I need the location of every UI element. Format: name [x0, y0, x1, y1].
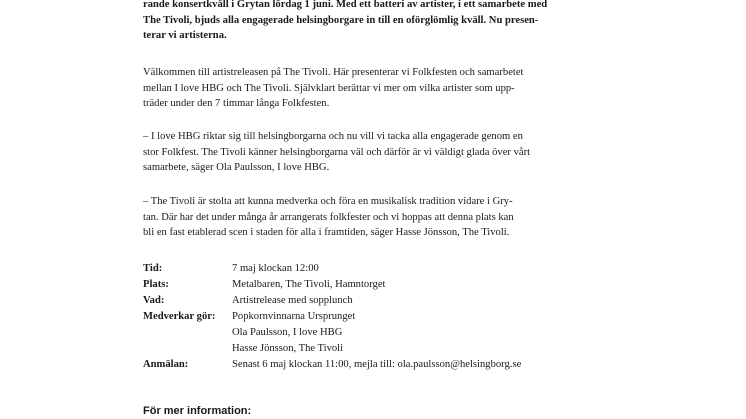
lead-paragraph [143, 0, 613, 44]
detail-row-place [143, 277, 521, 293]
detail-row-what [143, 293, 521, 309]
paragraph-line: – The Tivoli är stolta att kunna medverka och föra en musikalisk tradition vidare i Gry- [143, 196, 513, 207]
paragraph-line: tan. Där har det under många år arrangerats folkfester och vi hoppas att denna plats kan [143, 211, 514, 223]
paragraph-line: Välkommen till artistreleasen på The Tivoli. Här presenterar vi Folkfesten och samarbetet [143, 67, 524, 78]
detail-row-registration [143, 357, 521, 373]
quote-ola-paulsson [143, 129, 613, 176]
paragraph-line: samarbete, säger Ola Paulsson, I love HBG. [143, 162, 330, 174]
paragraph-line: stor Folkfest. The Tivoli känner helsingborgarna väl och därför är vi väldigt glada över vårt [143, 146, 531, 158]
detail-value: 7 maj klockan 12:00 [232, 263, 319, 274]
lead-line: The Tivoli, bjuds alla engagerade helsingborgare in till en oförglömlig kväll. Nu presen- [143, 14, 539, 26]
detail-label: Plats: [143, 279, 169, 290]
lead-line: rande konsertkväll i Grytan lördag 1 juni. Med ett batteri av artister, i ett samarbete med [143, 0, 548, 10]
detail-label: Vad: [143, 295, 165, 306]
detail-row-participants-cont [143, 325, 521, 341]
detail-value: Artistrelease med sopplunch [232, 295, 353, 306]
detail-label: Anmälan: [143, 359, 189, 370]
welcome-paragraph [143, 65, 613, 112]
event-details [143, 261, 521, 373]
more-info-heading: För mer information: [143, 405, 252, 417]
detail-label [143, 341, 232, 357]
detail-value: Senast 6 maj klockan 11:00, mejla till: ola.paulsson@helsingborg.se [232, 359, 522, 370]
detail-value: Hasse Jönsson, The Tivoli [232, 343, 344, 354]
detail-value: Metalbaren, The Tivoli, Hamntorget [232, 279, 386, 290]
lead-line: terar vi artisterna. [143, 30, 227, 42]
paragraph-line: bli en fast etablerad scen i staden för alla i framtiden, säger Hasse Jönsson, The Tivoli. [143, 227, 510, 239]
quote-hasse-jonsson [143, 194, 613, 241]
detail-row-participants [143, 309, 521, 325]
detail-label: Medverkar gör: [143, 311, 216, 322]
detail-row-time [143, 261, 521, 277]
detail-value: Popkornvinnarna Ursprunget [232, 311, 356, 322]
paragraph-line: mellan I love HBG och The Tivoli. Självklart berättar vi mer om vilka artister som upp- [143, 82, 515, 94]
paragraph-line: – I love HBG riktar sig till helsingborgarna och nu vill vi tacka alla engagerade genom en [143, 131, 523, 142]
detail-row-participants-cont [143, 341, 521, 357]
detail-value: Ola Paulsson, I love HBG [232, 327, 343, 338]
detail-label: Tid: [143, 263, 163, 274]
detail-label [143, 325, 232, 341]
paragraph-line: träder under den 7 timmar långa Folkfesten. [143, 98, 330, 110]
